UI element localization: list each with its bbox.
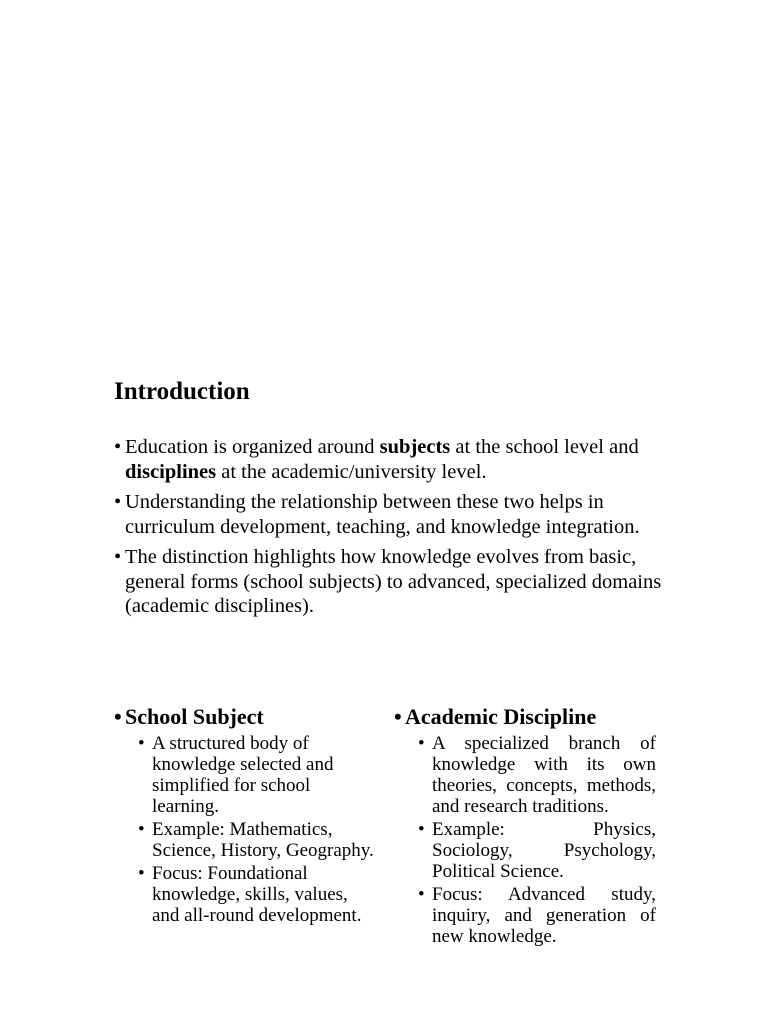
list-item: • Example: Physics, Sociology, Psychology, Political Science. (394, 819, 656, 882)
academic-discipline-heading: • Academic Discipline (394, 703, 656, 731)
list-item: • Focus: Advanced study, inquiry, and generation of new knowledge. (394, 884, 656, 947)
list-item: • A specialized branch of knowledge with its own theories, concepts, methods, and research traditions. (394, 733, 656, 817)
term-subjects: subjects (379, 436, 451, 458)
page-title: Introduction (114, 378, 250, 405)
list-item: • Example: Mathematics, Science, History, Geography. (114, 819, 376, 861)
school-subject-column (114, 703, 376, 928)
intro-bullet-list (114, 435, 674, 625)
academic-discipline-column (394, 703, 656, 949)
school-subject-list (114, 733, 376, 926)
school-subject-heading: • School Subject (114, 703, 376, 731)
intro-bullet: • Education is organized around subjects at the school level and disciplines at the academic/university level. (114, 435, 674, 484)
intro-bullet: • The distinction highlights how knowledge evolves from basic, general forms (school subjects) to advanced, specialized domains (academic disciplines). (114, 545, 674, 619)
list-item: • Focus: Foundational knowledge, skills, values, and all-round development. (114, 863, 376, 926)
intro-bullet: • Understanding the relationship between these two helps in curriculum development, teaching, and knowledge integration. (114, 490, 674, 539)
academic-discipline-list (394, 733, 656, 947)
list-item: • A structured body of knowledge selected and simplified for school learning. (114, 733, 376, 817)
term-disciplines: disciplines (125, 460, 217, 483)
